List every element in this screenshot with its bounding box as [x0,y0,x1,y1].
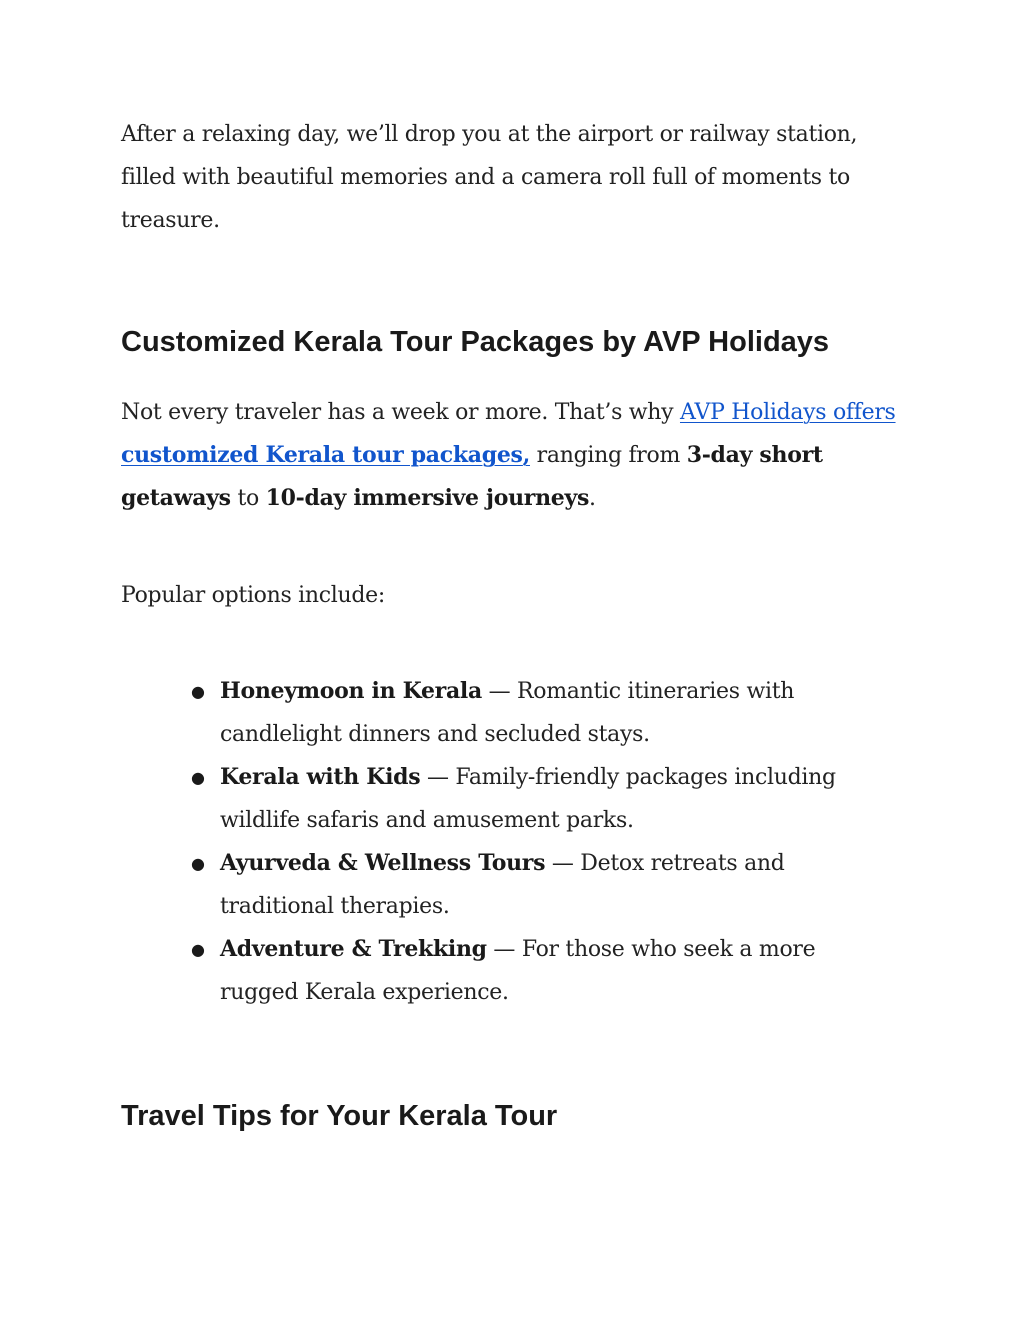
list-item-title: Ayurveda & Wellness Tours [220,850,546,876]
immersive-journeys-bold: 10-day immersive journeys [265,485,590,511]
list-item [189,756,889,842]
customized-packages-link-text: customized Kerala tour packages [121,442,523,468]
list-item-desc: — Romantic itineraries with candlelight dinners and secluded stays. [220,679,795,747]
ranging-from-text: ranging from [529,443,687,468]
bullet-icon: ● [191,682,205,701]
list-item-title: Adventure & Trekking [220,936,487,962]
list-item-title: Kerala with Kids [220,764,421,790]
list-item [189,928,889,1014]
link-comma: , [522,442,530,468]
short-getaways-bold: 3-day short getaways [121,442,823,511]
popular-options-text: Popular options include: [121,583,386,608]
section-heading-packages: Customized Kerala Tour Packages by AVP Holidays [121,326,830,358]
avp-holidays-link[interactable]: AVP Holidays offers [679,400,896,425]
intro-text: After a relaxing day, we’ll drop you at the airport or railway station, filled with beautiful memories and a camera roll full of moments to treasure. [121,122,858,233]
intro-paragraph [121,113,911,242]
list-item-desc: — For those who seek a more rugged Kerala experience. [220,937,816,1005]
customized-packages-link[interactable] [121,442,530,468]
bullet-icon: ● [191,768,205,787]
popular-options-paragraph [121,574,911,617]
list-item-desc: — Family-friendly packages including wildlife safaris and amusement parks. [220,765,836,833]
bullet-icon: ● [191,940,205,959]
period-text: . [589,486,596,511]
list-item-title: Honeymoon in Kerala [220,678,482,704]
bullet-icon: ● [191,854,205,873]
packages-paragraph [121,391,911,520]
section-heading-travel-tips: Travel Tips for Your Kerala Tour [121,1100,558,1132]
list-item [189,670,889,756]
to-text: to [230,486,266,511]
list-item-desc: — Detox retreats and traditional therapies. [220,851,785,919]
packages-prefix: Not every traveler has a week or more. That’s why [121,400,680,425]
list-item [189,842,889,928]
package-options-list [189,670,889,1014]
